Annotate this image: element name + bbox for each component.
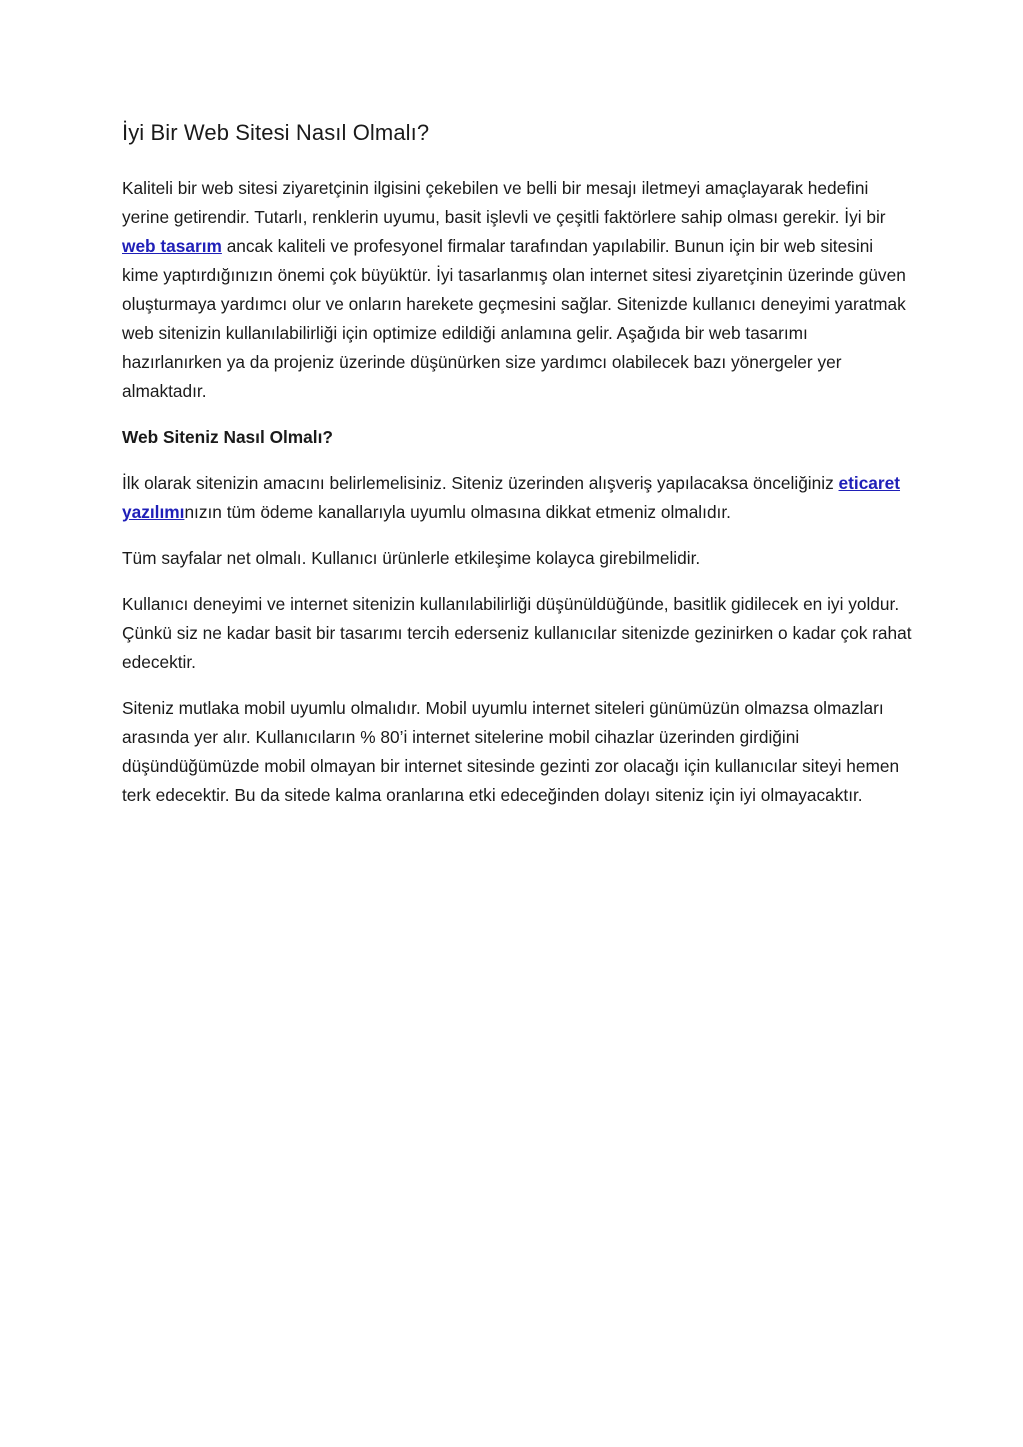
intro-text-before-link: Kaliteli bir web sitesi ziyaretçinin ilgisini çekebilen ve belli bir mesajı iletmeyi amaçlayarak hedefini yerine getirendir. Tutarlı, renklerin uyumu, basit işlevli ve çeşitli faktörlere sahip olması gerekir. İyi bir xyxy=(122,178,886,227)
paragraph-purpose-text-before-link: İlk olarak sitenizin amacını belirlemelisiniz. Siteniz üzerinden alışveriş yapılacaksa önceliğiniz xyxy=(122,473,839,493)
page-title: İyi Bir Web Sitesi Nasıl Olmalı? xyxy=(122,120,430,145)
document-body xyxy=(122,118,912,827)
ecommerce-software-link[interactable]: eticaret yazılımı xyxy=(122,473,901,522)
paragraph-simplicity: Kullanıcı deneyimi ve internet sitenizin kullanılabilirliği düşünüldüğünde, basitlik gidilecek en iyi yoldur. Çünkü siz ne kadar basit bir tasarımı tercih ederseniz kullanıcılar sitenizde gezinirken o kadar çok rahat edecektir. xyxy=(122,594,912,672)
paragraph-purpose xyxy=(122,469,912,527)
paragraph-mobile: Siteniz mutlaka mobil uyumlu olmalıdır. Mobil uyumlu internet siteleri günümüzün olmazsa olmazları arasında yer alır. Kullanıcıların % 80’i internet sitelerine mobil cihazlar üzerinden girdiğini düşündüğümüzde mobil olmayan bir internet sitesinde gezinti zor olacağı için kullanıcılar siteyi hemen terk edecektir. Bu da sitede kalma oranlarına etki edeceğinden dolayı siteniz için iyi olmayacaktır. xyxy=(122,698,900,805)
paragraph-purpose-text-after-link: nızın tüm ödeme kanallarıyla uyumlu olmasına dikkat etmeniz olmalıdır. xyxy=(184,502,731,522)
web-design-link[interactable]: web tasarım xyxy=(122,236,222,256)
intro-paragraph xyxy=(122,174,912,406)
intro-text-after-link: ancak kaliteli ve profesyonel firmalar tarafından yapılabilir. Bunun için bir web sitesini kime yaptırdığınızın önemi çok büyüktür. İyi tasarlanmış olan internet sitesi ziyaretçinin üzerinde güven oluşturmaya yardımcı olur ve onların harekete geçmesini sağlar. Sitenizde kullanıcı deneyimi yaratmak web sitenizin kullanılabilirliği için optimize edildiği anlamına gelir. Aşağıda bir web tasarımı hazırlanırken ya da projeniz üzerinde düşünürken size yardımcı olabilecek bazı yönergeler yer almaktadır. xyxy=(122,236,906,401)
section-heading: Web Siteniz Nasıl Olmalı? xyxy=(122,427,333,447)
paragraph-clear-pages: Tüm sayfalar net olmalı. Kullanıcı ürünlerle etkileşime kolayca girebilmelidir. xyxy=(122,548,701,568)
